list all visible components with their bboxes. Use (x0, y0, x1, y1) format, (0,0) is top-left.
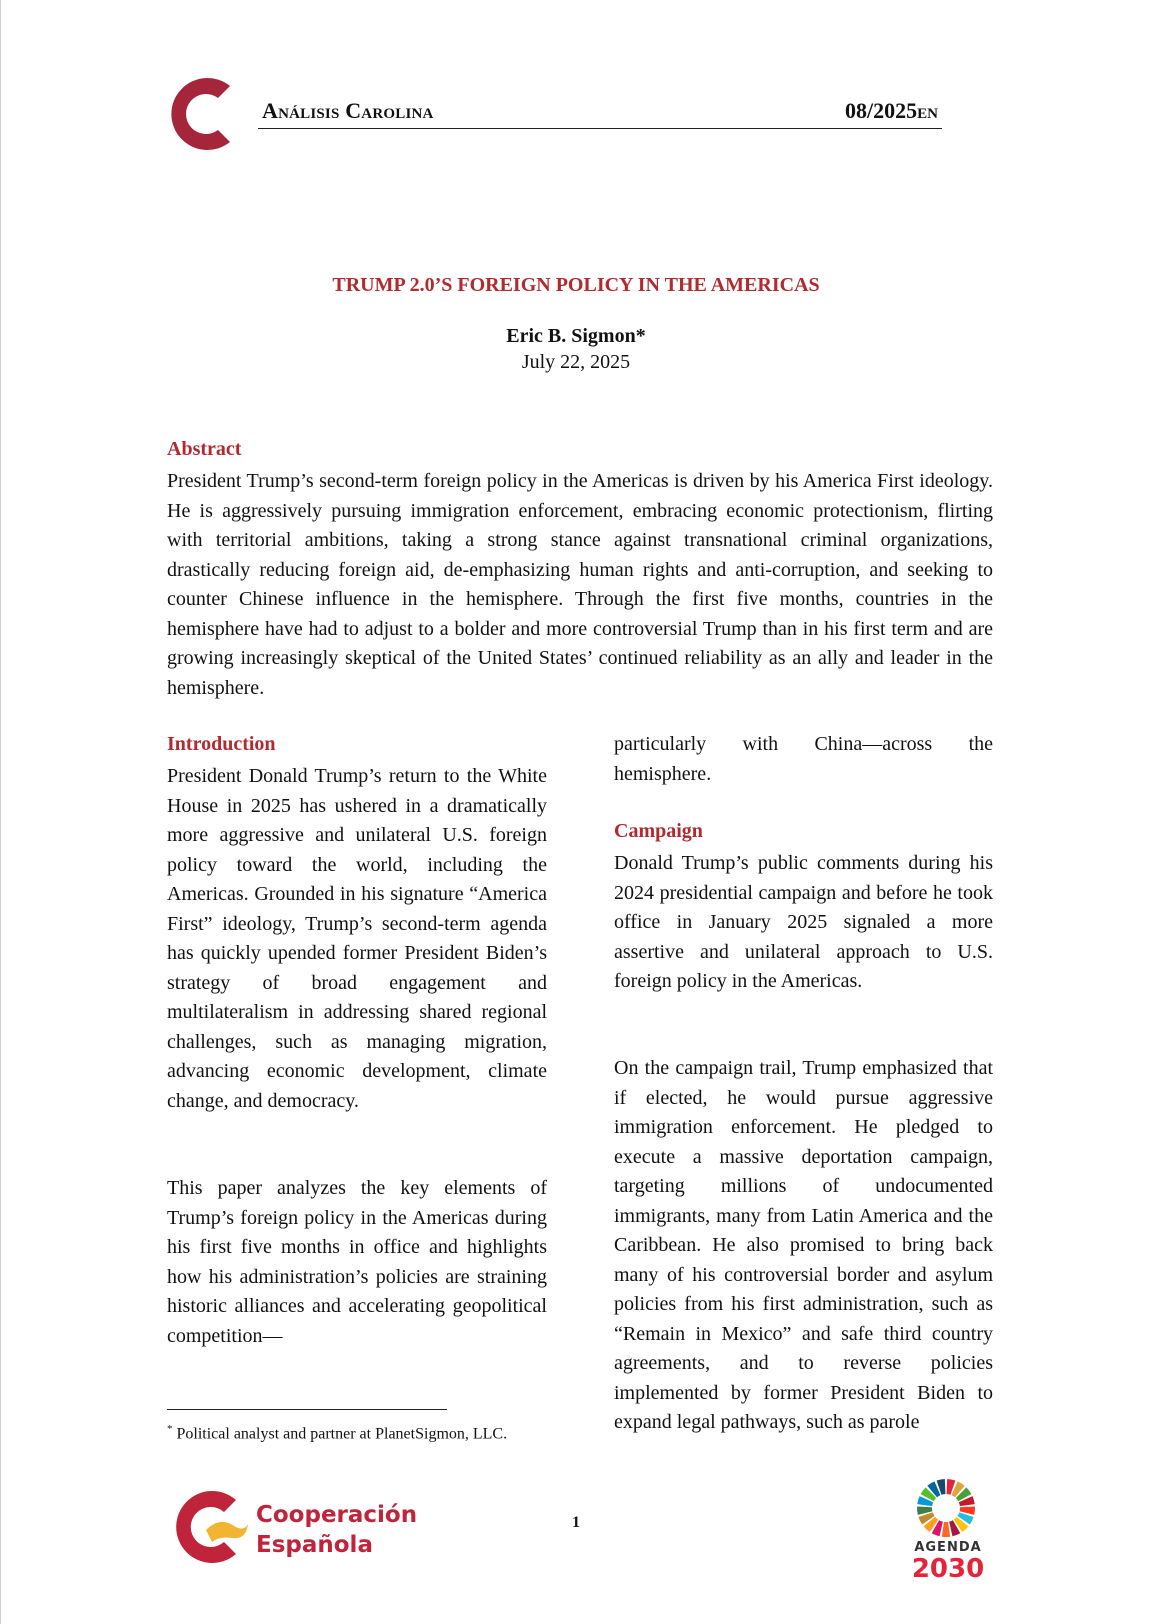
introduction-continuation: particularly with China—across the hemisphere. (614, 733, 993, 785)
author-name: Eric B. Sigmon* (506, 325, 646, 347)
header-rule (258, 128, 942, 129)
cooperacion-line-1: Cooperación (256, 1502, 418, 1528)
sdg-wheel-segment (942, 1522, 950, 1537)
abstract-heading: Abstract (167, 438, 242, 460)
footnote-rule (167, 1409, 447, 1410)
issue-language: EN (917, 106, 938, 122)
footnote-marker: * (167, 1423, 173, 1435)
series-title: Análisis Carolina (262, 98, 434, 123)
introduction-heading: Introduction (167, 733, 276, 755)
carolina-c-logo-icon (168, 72, 244, 156)
publication-date: July 22, 2025 (521, 351, 631, 373)
introduction-paragraph-1: President Donald Trump’s return to the White House in 2025 has ushered in a dramatically more aggressive and unilateral U.S. foreign policy toward the world, including the Americas. Grounded in his signature “America First” ideology, Trump’s second-term agenda has quickly upended former President Biden’s strategy of broad engagement and multilateralism in addressing shared regional challenges, such as managing migration, advancing economic development, climate change, and democracy. (167, 765, 547, 1112)
campaign-heading: Campaign (614, 820, 703, 842)
agenda-label: AGENDA (914, 1540, 982, 1555)
footnote (167, 1418, 547, 1445)
introduction-paragraph-2: This paper analyzes the key elements of Trump’s foreign policy in the Americas during his first five months in office and highlights how his administration’s policies are straining historic alliances and accelerating geopolitical competition— (167, 1177, 547, 1347)
abstract-text: President Trump’s second-term foreign policy in the Americas is driven by his America First ideology. He is aggressively pursuing immigration enforcement, embracing economic protectionism, flirting with territorial ambitions, taking a strong stance against transnational criminal organizations, drastically reducing foreign aid, de-emphasizing human rights and anti-corruption, and seeking to counter Chinese influence in the hemisphere. Through the first five months, countries in the hemisphere have had to adjust to a bolder and more controversial Trump than in his first term and are growing increasingly skeptical of the United States’ continued reliability as an ally and leader in the hemisphere. (167, 470, 993, 699)
campaign-paragraph-1: Donald Trump’s public comments during his 2024 presidential campaign and before he took office in January 2025 signaled a more assertive and unilateral approach to U.S. foreign policy in the Americas. (614, 852, 993, 992)
footnote-text: Political analyst and partner at PlanetSigmon, LLC. (176, 1425, 508, 1443)
document-title: TRUMP 2.0’S FOREIGN POLICY IN THE AMERICAS (332, 274, 820, 296)
page-number: 1 (572, 1514, 580, 1531)
campaign-paragraph-2: On the campaign trail, Trump emphasized that if elected, he would pursue aggressive immigration enforcement. He pledged to execute a massive deportation campaign, targeting millions of undocumented immigrants, many from Latin America and the Caribbean. He also promised to bring back many of his controversial border and asylum policies from his first administration, such as “Remain in Mexico” and safe third country agreements, and to reverse policies implemented by former President Biden to expand legal pathways, such as parole (614, 1057, 993, 1433)
page-edge (0, 0, 1, 1624)
cooperacion-line-2: Española (256, 1532, 373, 1558)
issue-number: 08/2025 (845, 98, 918, 123)
issue-code (845, 98, 938, 124)
sdg-color-wheel-icon (916, 1478, 976, 1538)
agenda-year: 2030 (911, 1554, 985, 1584)
